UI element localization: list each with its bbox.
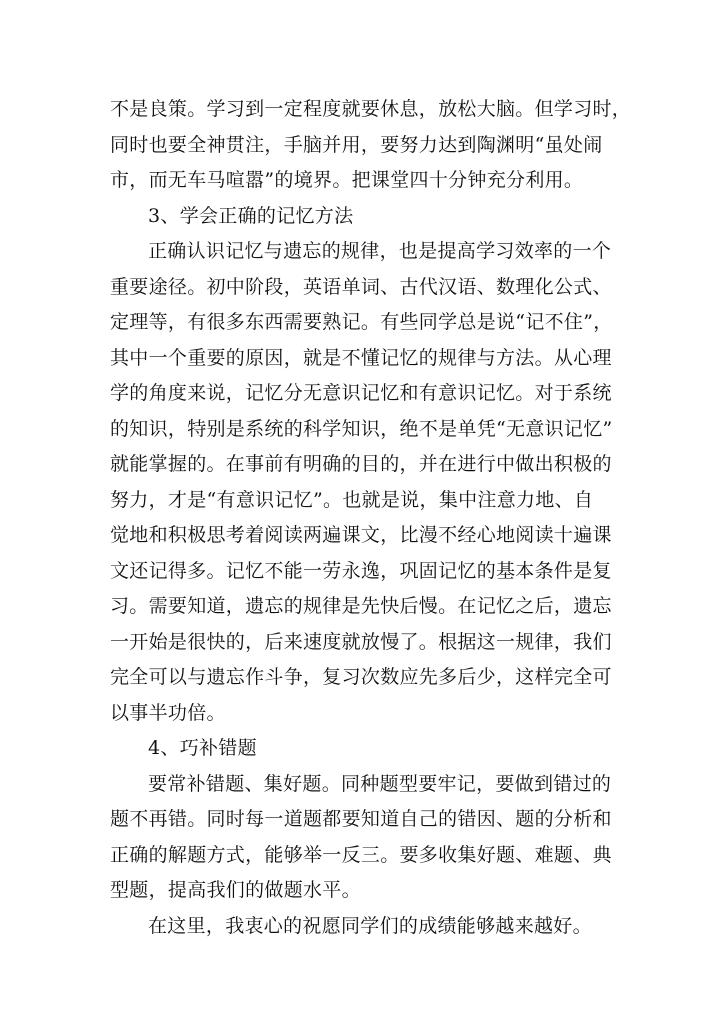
text-line: 习。需要知道，遗忘的规律是先快后慢。在记忆之后，遗忘: [110, 595, 612, 617]
text-line: 文还记得多。记忆不能一劳永逸，巩固记忆的基本条件是复: [110, 559, 612, 582]
text-line: 同时也要全神贯注，手脑并用，要努力达到陶渊明“虽处闹: [110, 133, 603, 156]
text-line: 要常补错题、集好题。同种题型要牢记，要做到错过的: [148, 772, 612, 795]
text-line: 在这里，我衷心的祝愿同学们的成绩能够越来越好。: [148, 914, 592, 937]
text-line: 以事半功倍。: [110, 701, 226, 724]
section-heading: 4、巧补错题: [148, 737, 257, 759]
text-line: 学的角度来说，记忆分无意识记忆和有意识记忆。对于系统: [110, 382, 612, 404]
text-line: 就能掌握的。在事前有明确的目的，并在进行中做出积极的: [110, 453, 612, 475]
text-line: 型题，提高我们的做题水平。: [110, 879, 361, 901]
text-line: 一开始是很快的，后来速度就放慢了。根据这一规律，我们: [110, 630, 612, 653]
text-line: 正确认识记忆与遗忘的规律，也是提高学习效率的一个: [148, 240, 612, 262]
text-line: 努力，才是“有意识记忆”。也就是说，集中注意力地、自: [110, 488, 594, 511]
text-line: 不是良策。学习到一定程度就要休息，放松大脑。但学习时，: [110, 98, 632, 120]
text-line: 的知识，特别是系统的科学知识，绝不是单凭“无意识记忆”: [110, 417, 613, 440]
text-line: 题不再错。同时每一道题都要知道自己的错因、题的分析和: [110, 808, 612, 830]
section-heading: 3、学会正确的记忆方法: [148, 204, 354, 227]
text-line: 定理等，有很多东西需要熟记。有些同学总是说“记不住”，: [110, 311, 613, 333]
text-line: 市，而无车马喧嚣”的境界。把课堂四十分钟充分利用。: [110, 169, 584, 191]
text-line: 觉地和积极思考着阅读两遍课文，比漫不经心地阅读十遍课: [110, 524, 612, 546]
text-line: 重要途径。初中阶段，英语单词、古代汉语、数理化公式、: [110, 275, 612, 298]
text-line: 其中一个重要的原因，就是不懂记忆的规律与方法。从心理: [110, 346, 612, 369]
text-line: 完全可以与遗忘作斗争，复习次数应先多后少，这样完全可: [110, 666, 612, 688]
text-line: 正确的解题方式，能够举一反三。要多收集好题、难题、典: [110, 843, 612, 866]
